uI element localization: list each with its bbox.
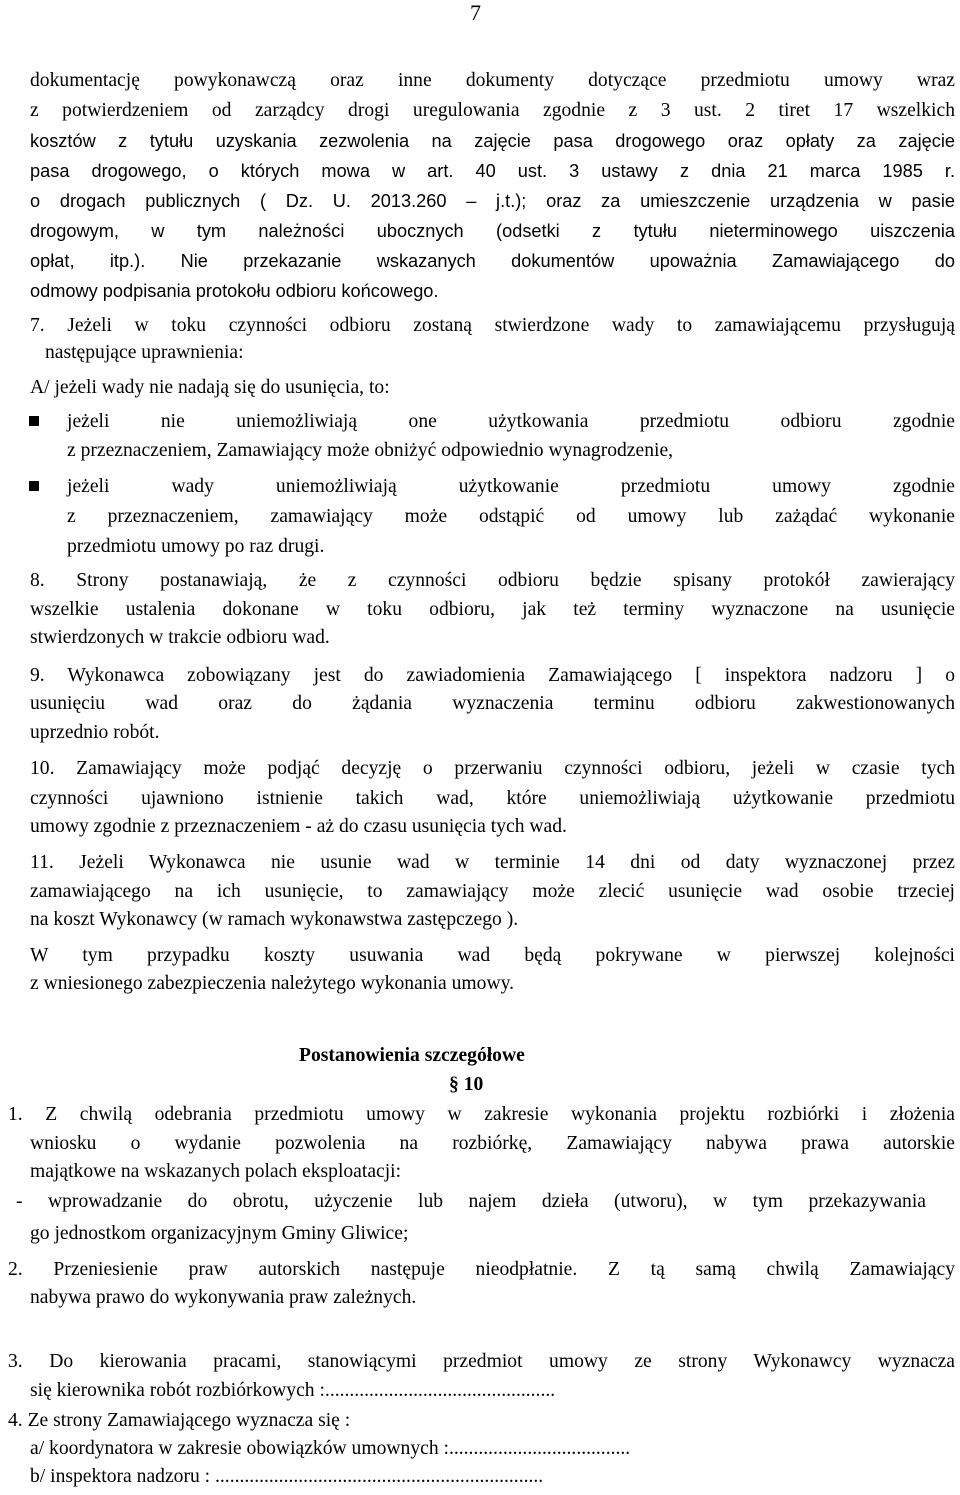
- item8-line-1: 8. Strony postanawiają, że z czynności odbioru będzie spisany protokół zawierający: [30, 570, 955, 591]
- item9-line-2: usunięciu wad oraz do żądania wyznaczenia terminu odbioru zakwestionowanych: [30, 693, 955, 714]
- s4-line-3: b/ inspektora nadzoru : ...................................................................: [30, 1466, 544, 1487]
- para1-line-5: o drogach publicznych ( Dz. U. 2013.260 – j.t.); oraz za umieszczenie urządzenia w pasie: [30, 191, 955, 211]
- square-bullet-icon: [29, 481, 39, 491]
- item10-line-3: umowy zgodnie z przeznaczeniem - aż do czasu usunięcia tych wad.: [30, 816, 567, 837]
- para1-line-1: dokumentację powykonawczą oraz inne dokumenty dotyczące przedmiotu umowy wraz: [30, 70, 955, 91]
- item7-bullet2-line-1: jeżeli wady uniemożliwiają użytkowanie przedmiotu umowy zgodnie: [67, 476, 955, 497]
- para1-line-2: z potwierdzeniem od zarządcy drogi uregulowania zgodnie z 3 ust. 2 tiret 17 wszelkich: [30, 100, 955, 121]
- s3-line-2: się kierownika robót rozbiórkowych :...............................................: [30, 1380, 556, 1401]
- s2-line-1: 2. Przeniesienie praw autorskich następuje nieodpłatnie. Z tą samą chwilą Zamawiający: [8, 1259, 955, 1280]
- s1-line-2: wniosku o wydanie pozwolenia na rozbiórkę, Zamawiający nabywa prawa autorskie: [30, 1133, 955, 1154]
- item10-line-2: czynności ujawniono istnienie takich wad, które uniemożliwiają użytkowanie przedmiotu: [30, 788, 955, 809]
- s1-line-3: majątkowe na wskazanych polach eksploatacji:: [30, 1161, 402, 1182]
- para1-line-7: opłat, itp.). Nie przekazanie wskazanych dokumentów upoważnia Zamawiającego do: [30, 251, 955, 271]
- item8-line-3: stwierdzonych w trakcie odbioru wad.: [30, 627, 330, 648]
- section-number: § 10: [449, 1074, 484, 1095]
- s1-line-1: 1. Z chwilą odebrania przedmiotu umowy w zakresie wykonania projektu rozbiórki i złożenia: [8, 1104, 955, 1125]
- item8-line-2: wszelkie ustalenia dokonane w toku odbioru, jak też terminy wyznaczone na usunięcie: [30, 599, 955, 620]
- para1-line-4: pasa drogowego, o których mowa w art. 40 ust. 3 ustawy z dnia 21 marca 1985 r.: [30, 161, 955, 181]
- s1-line-4: - wprowadzanie do obrotu, użyczenie lub najem dzieła (utworu), w tym przekazywania: [16, 1191, 926, 1212]
- item7-bullet1-line-2: z przeznaczeniem, Zamawiający może obniżyć odpowiednio wynagrodzenie,: [67, 440, 674, 461]
- item11-line-3: na koszt Wykonawcy (w ramach wykonawstwa zastępczego ).: [30, 909, 519, 930]
- s4-line-2: a/ koordynatora w zakresie obowiązków umownych :.....................................: [30, 1438, 631, 1459]
- item11-line-5: z wniesionego zabezpieczenia należytego wykonania umowy.: [30, 973, 515, 994]
- s4-line-1: 4. Ze strony Zamawiającego wyznacza się :: [8, 1410, 351, 1431]
- para1-line-8: odmowy podpisania protokołu odbioru końcowego.: [30, 281, 439, 301]
- section-title: Postanowienia szczegółowe: [299, 1045, 525, 1066]
- item7-bullet2-line-3: przedmiotu umowy po raz drugi.: [67, 536, 325, 557]
- s3-line-1: 3. Do kierowania pracami, stanowiącymi przedmiot umowy ze strony Wykonawcy wyznacza: [8, 1351, 955, 1372]
- item7-bullet2-line-2: z przeznaczeniem, zamawiający może odstąpić od umowy lub zażądać wykonanie: [67, 506, 955, 527]
- item11-line-4: W tym przypadku koszty usuwania wad będą pokrywane w pierwszej kolejności: [30, 945, 955, 966]
- s1-line-5: go jednostkom organizacyjnym Gminy Gliwice;: [30, 1223, 409, 1244]
- square-bullet-icon: [29, 416, 39, 426]
- item7-line-3: A/ jeżeli wady nie nadają się do usunięcia, to:: [30, 377, 390, 398]
- page-number: 7: [470, 0, 481, 25]
- item7-bullet1-line-1: jeżeli nie uniemożliwiają one użytkowania przedmiotu odbioru zgodnie: [67, 411, 955, 432]
- item9-line-3: uprzednio robót.: [30, 722, 160, 743]
- item10-line-1: 10. Zamawiający może podjąć decyzję o przerwaniu czynności odbioru, jeżeli w czasie tych: [30, 758, 955, 779]
- s2-line-2: nabywa prawo do wykonywania praw zależnych.: [30, 1287, 417, 1308]
- para1-line-6: drogowym, w tym należności ubocznych (odsetki z tytułu nieterminowego uiszczenia: [30, 221, 955, 241]
- para1-line-3: kosztów z tytułu uzyskania zezwolenia na zajęcie pasa drogowego oraz opłaty za zajęcie: [30, 131, 955, 151]
- item11-line-2: zamawiającego na ich usunięcie, to zamawiający może zlecić usunięcie wad osobie trzeciej: [30, 881, 955, 902]
- item7-line-1: 7. Jeżeli w toku czynności odbioru zostaną stwierdzone wady to zamawiającemu przysługują: [30, 315, 955, 336]
- item11-line-1: 11. Jeżeli Wykonawca nie usunie wad w terminie 14 dni od daty wyznaczonej przez: [30, 852, 955, 873]
- item7-line-2: następujące uprawnienia:: [45, 342, 244, 363]
- item9-line-1: 9. Wykonawca zobowiązany jest do zawiadomienia Zamawiającego [ inspektora nadzoru ] o: [30, 665, 955, 686]
